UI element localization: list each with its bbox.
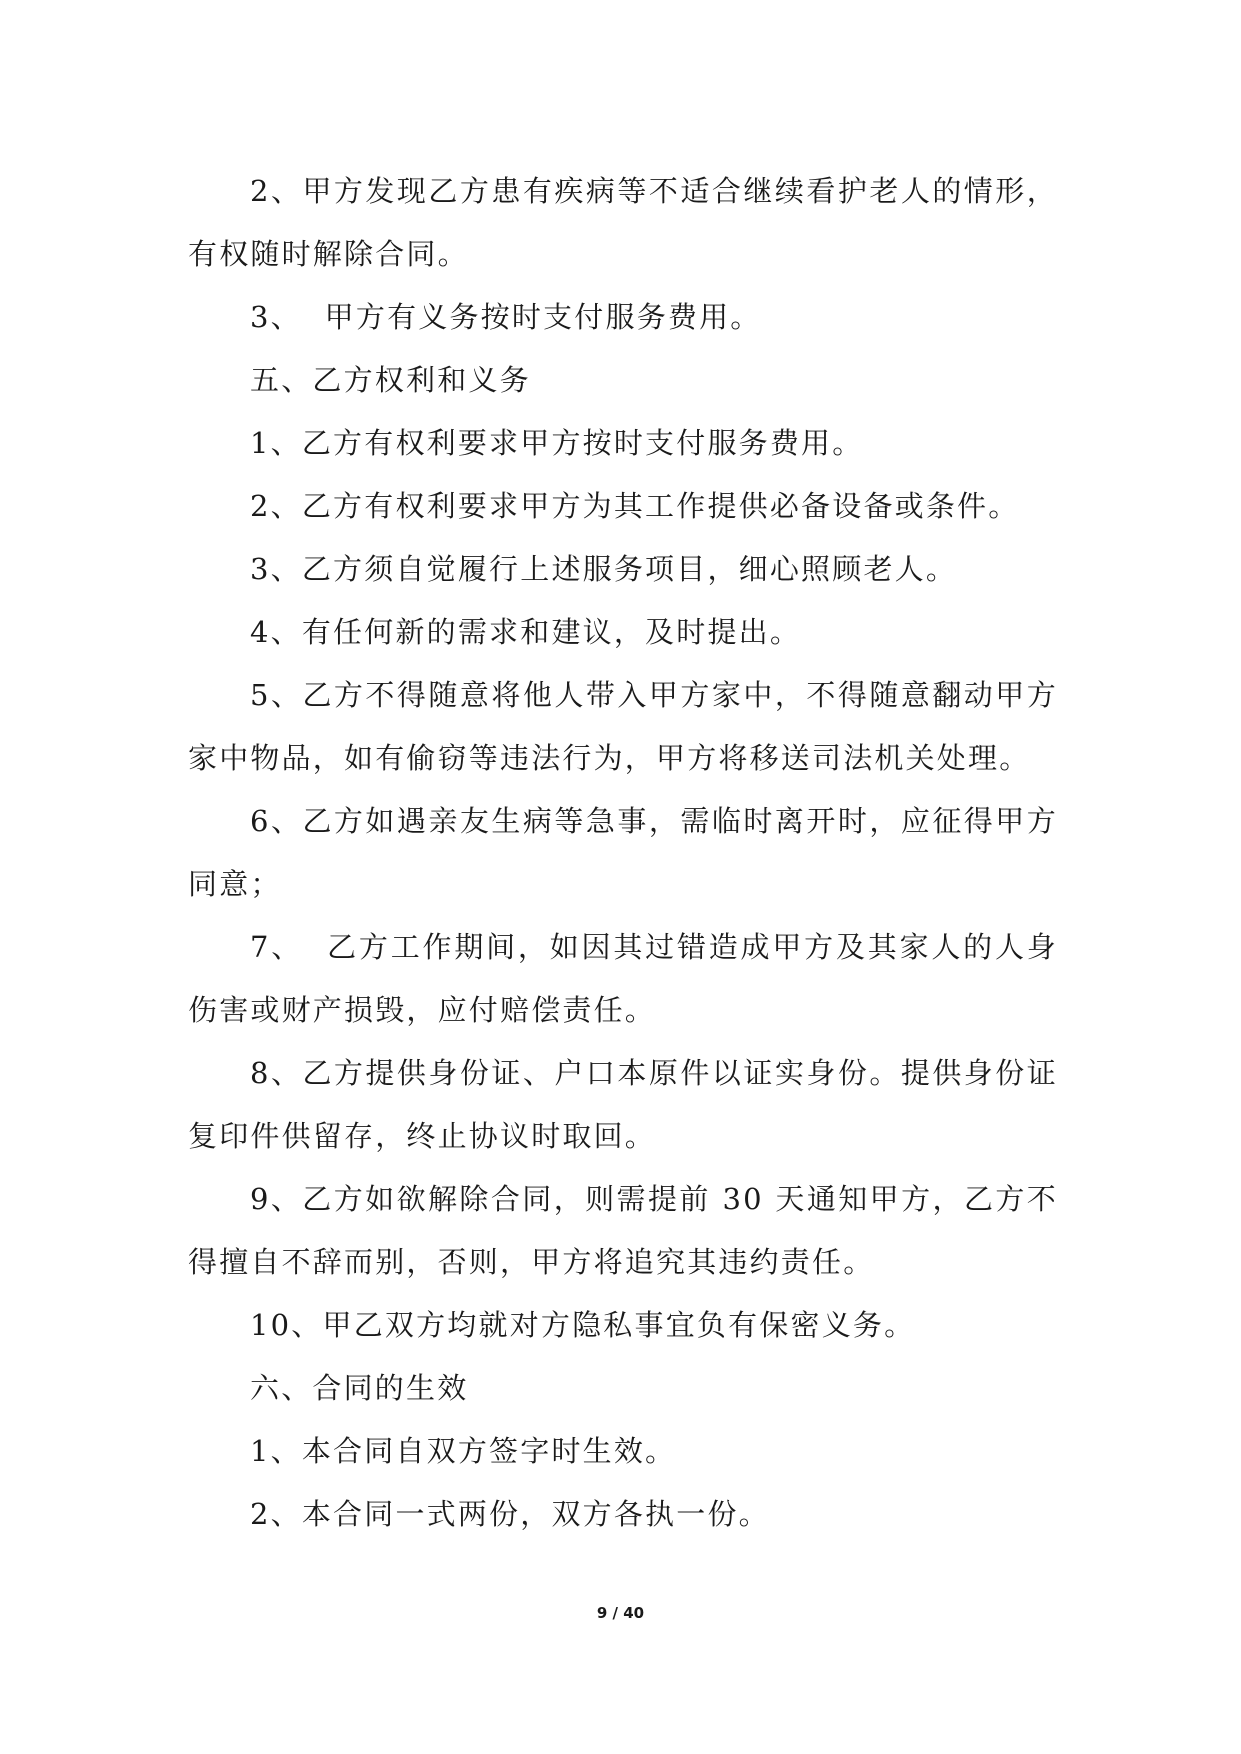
page-number: 9 / 40 — [596, 1604, 645, 1622]
section-heading: 五、乙方权利和义务 — [250, 363, 531, 397]
paragraph: 3、 甲方有义务按时支付服务费用。 — [250, 300, 762, 334]
paragraph: 1、乙方有权利要求甲方按时支付服务费用。 — [250, 426, 864, 460]
document-body — [188, 160, 1058, 1546]
paragraph: 9、乙方如欲解除合同，则需提前 30 天通知甲方，乙方不得擅自不辞而别，否则，甲方将追究其违约责任。 — [188, 1182, 1058, 1279]
paragraph: 2、甲方发现乙方患有疾病等不适合继续看护老人的情形，有权随时解除合同。 — [188, 174, 1058, 271]
paragraph: 1、本合同自双方签字时生效。 — [250, 1434, 677, 1468]
paragraph: 6、乙方如遇亲友生病等急事，需临时离开时，应征得甲方同意； — [188, 804, 1058, 901]
paragraph: 3、乙方须自觉履行上述服务项目，细心照顾老人。 — [250, 552, 958, 586]
paragraph: 8、乙方提供身份证、户口本原件以证实身份。提供身份证复印件供留存，终止协议时取回。 — [188, 1056, 1058, 1153]
paragraph: 2、乙方有权利要求甲方为其工作提供必备设备或条件。 — [250, 489, 1020, 523]
section-heading: 六、合同的生效 — [250, 1371, 469, 1405]
paragraph: 2、本合同一式两份，双方各执一份。 — [250, 1497, 770, 1531]
paragraph: 5、乙方不得随意将他人带入甲方家中，不得随意翻动甲方家中物品，如有偷窃等违法行为，甲方将移送司法机关处理。 — [188, 678, 1058, 775]
paragraph: 10、甲乙双方均就对方隐私事宜负有保密义务。 — [250, 1308, 916, 1342]
paragraph: 4、有任何新的需求和建议，及时提出。 — [250, 615, 802, 649]
paragraph: 7、 乙方工作期间，如因其过错造成甲方及其家人的人身伤害或财产损毁，应付赔偿责任。 — [188, 930, 1058, 1027]
